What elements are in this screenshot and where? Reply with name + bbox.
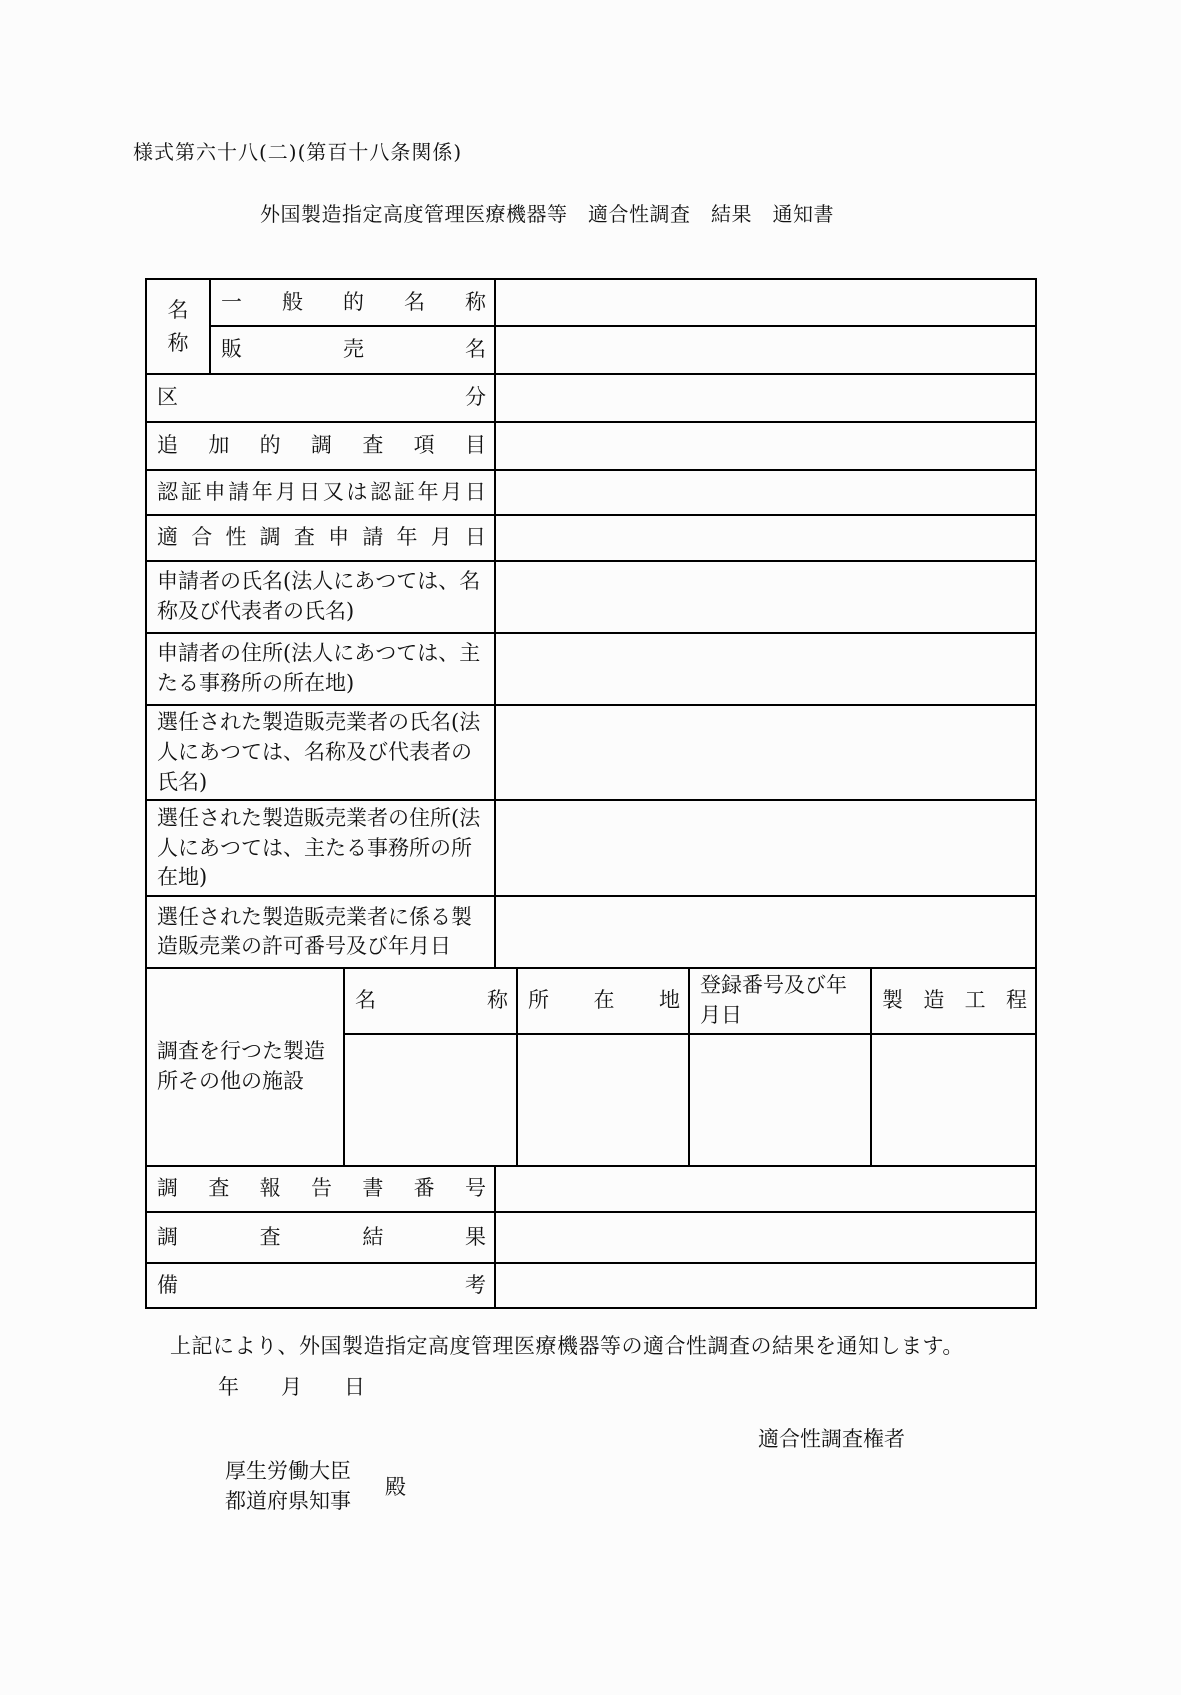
field-value-additional-items	[495, 422, 1036, 470]
facility-value-location	[517, 1034, 689, 1166]
field-label-inspection-result: 調査結果	[146, 1212, 495, 1263]
facility-col-location: 所在地	[517, 968, 689, 1034]
field-label-applicant-name: 申請者の氏名(法人にあつては、名称及び代表者の氏名)	[146, 561, 495, 633]
page-title: 外国製造指定高度管理医療機器等 適合性調査 結果 通知書	[260, 202, 834, 226]
field-label-applicant-address: 申請者の住所(法人にあつては、主たる事務所の所在地)	[146, 633, 495, 705]
facility-col-name: 名称	[344, 968, 517, 1034]
addressee-governor: 都道府県知事	[225, 1489, 351, 1513]
honorific-label: 殿	[385, 1475, 406, 1499]
field-label-marketer-address: 選任された製造販売業者の住所(法人にあつては、主たる事務所の所在地)	[146, 800, 495, 896]
field-value-report-number	[495, 1166, 1036, 1212]
field-value-inspection-result	[495, 1212, 1036, 1263]
field-value-general-name	[495, 279, 1036, 326]
facility-col-registration: 登録番号及び年月日	[689, 968, 871, 1034]
field-value-certification-date	[495, 470, 1036, 515]
notice-text: 上記により、外国製造指定高度管理医療機器等の適合性調査の結果を通知します。	[170, 1334, 964, 1358]
authority-label: 適合性調査権者	[758, 1427, 905, 1451]
field-value-marketer-name	[495, 705, 1036, 800]
name-group-label-text: 名称	[167, 297, 189, 355]
field-label-report-number: 調査報告書番号	[146, 1166, 495, 1212]
name-group-label	[146, 279, 210, 374]
field-value-sales-name	[495, 326, 1036, 374]
field-label-conformity-application-date: 適合性調査申請年月日	[146, 515, 495, 561]
field-value-marketer-license	[495, 896, 1036, 968]
field-value-applicant-address	[495, 633, 1036, 705]
facility-value-process	[871, 1034, 1036, 1166]
field-value-remarks	[495, 1263, 1036, 1308]
field-label-remarks: 備考	[146, 1263, 495, 1308]
date-line: 年 月 日	[218, 1375, 365, 1399]
field-value-conformity-application-date	[495, 515, 1036, 561]
form-number: 様式第六十八(二)(第百十八条関係)	[133, 140, 463, 164]
field-label-sales-name: 販売名	[210, 326, 495, 374]
field-label-certification-date: 認証申請年月日又は認証年月日	[146, 470, 495, 515]
field-label-inspected-facility: 調査を行つた製造所その他の施設	[146, 968, 344, 1166]
field-label-category: 区分	[146, 374, 495, 422]
field-label-marketer-name: 選任された製造販売業者の氏名(法人にあつては、名称及び代表者の氏名)	[146, 705, 495, 800]
field-label-additional-items: 追加的調査項目	[146, 422, 495, 470]
field-value-marketer-address	[495, 800, 1036, 896]
facility-value-name	[344, 1034, 517, 1166]
field-value-category	[495, 374, 1036, 422]
facility-value-registration	[689, 1034, 871, 1166]
field-label-general-name: 一般的名称	[210, 279, 495, 326]
field-label-marketer-license: 選任された製造販売業者に係る製造販売業の許可番号及び年月日	[146, 896, 495, 968]
facility-col-process: 製造工程	[871, 968, 1036, 1034]
notification-form-table	[145, 278, 1037, 1309]
addressee-block	[225, 1456, 351, 1516]
field-value-applicant-name	[495, 561, 1036, 633]
addressee-minister: 厚生労働大臣	[225, 1459, 351, 1483]
